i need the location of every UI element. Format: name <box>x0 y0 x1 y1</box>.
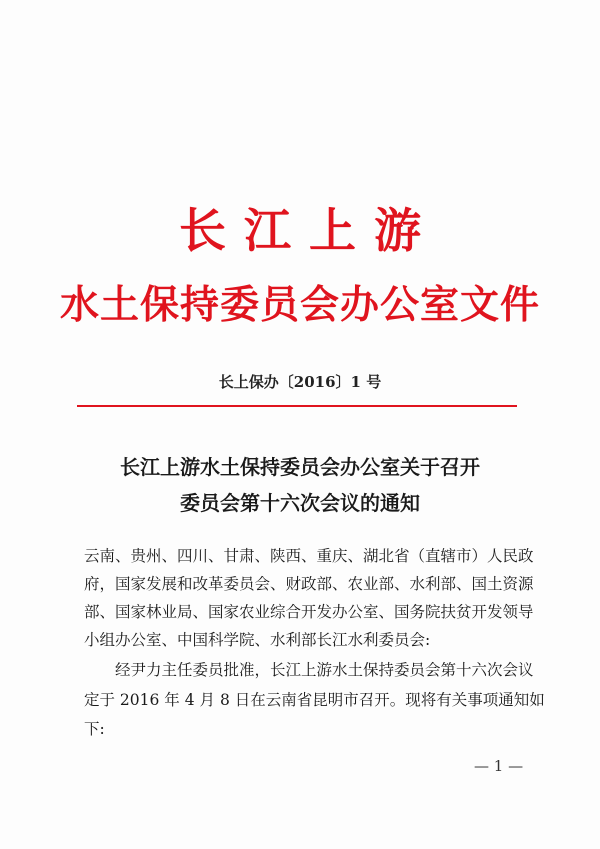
document-title-line1: 长江上游水土保持委员会办公室关于召开 <box>120 455 480 479</box>
body-paragraph-line-1: 经尹力主任委员批准，长江上游水土保持委员会第十六次会议 <box>115 661 534 679</box>
body-paragraph-line-2: 定于 2016 年 4 月 8 日在云南省昆明市召开。现将有关事项通知如 <box>84 691 545 709</box>
issuer-header-line2: 水土保持委员会办公室文件 <box>59 282 540 328</box>
document-number: 长上保办〔2016〕1 号 <box>218 373 382 391</box>
body-paragraph-line-3: 下: <box>84 720 105 738</box>
recipients-line-2: 府，国家发展和改革委员会、财政部、农业部、水利部、国土资源 <box>84 575 534 593</box>
recipients-line-4: 小组办公室、中国科学院、水利部长江水利委员会: <box>84 631 431 649</box>
issuer-header-line1: 长江上游 <box>179 204 439 259</box>
page-number: — 1 — <box>474 757 524 775</box>
recipients-line-3: 部、国家林业局、国家农业综合开发办公室、国务院扶贫开发领导 <box>84 603 534 621</box>
recipients-line-1: 云南、贵州、四川、甘肃、陕西、重庆、湖北省（直辖市）人民政 <box>84 547 534 565</box>
red-divider-rule <box>77 405 517 407</box>
document-title-line2: 委员会第十六次会议的通知 <box>180 491 420 515</box>
